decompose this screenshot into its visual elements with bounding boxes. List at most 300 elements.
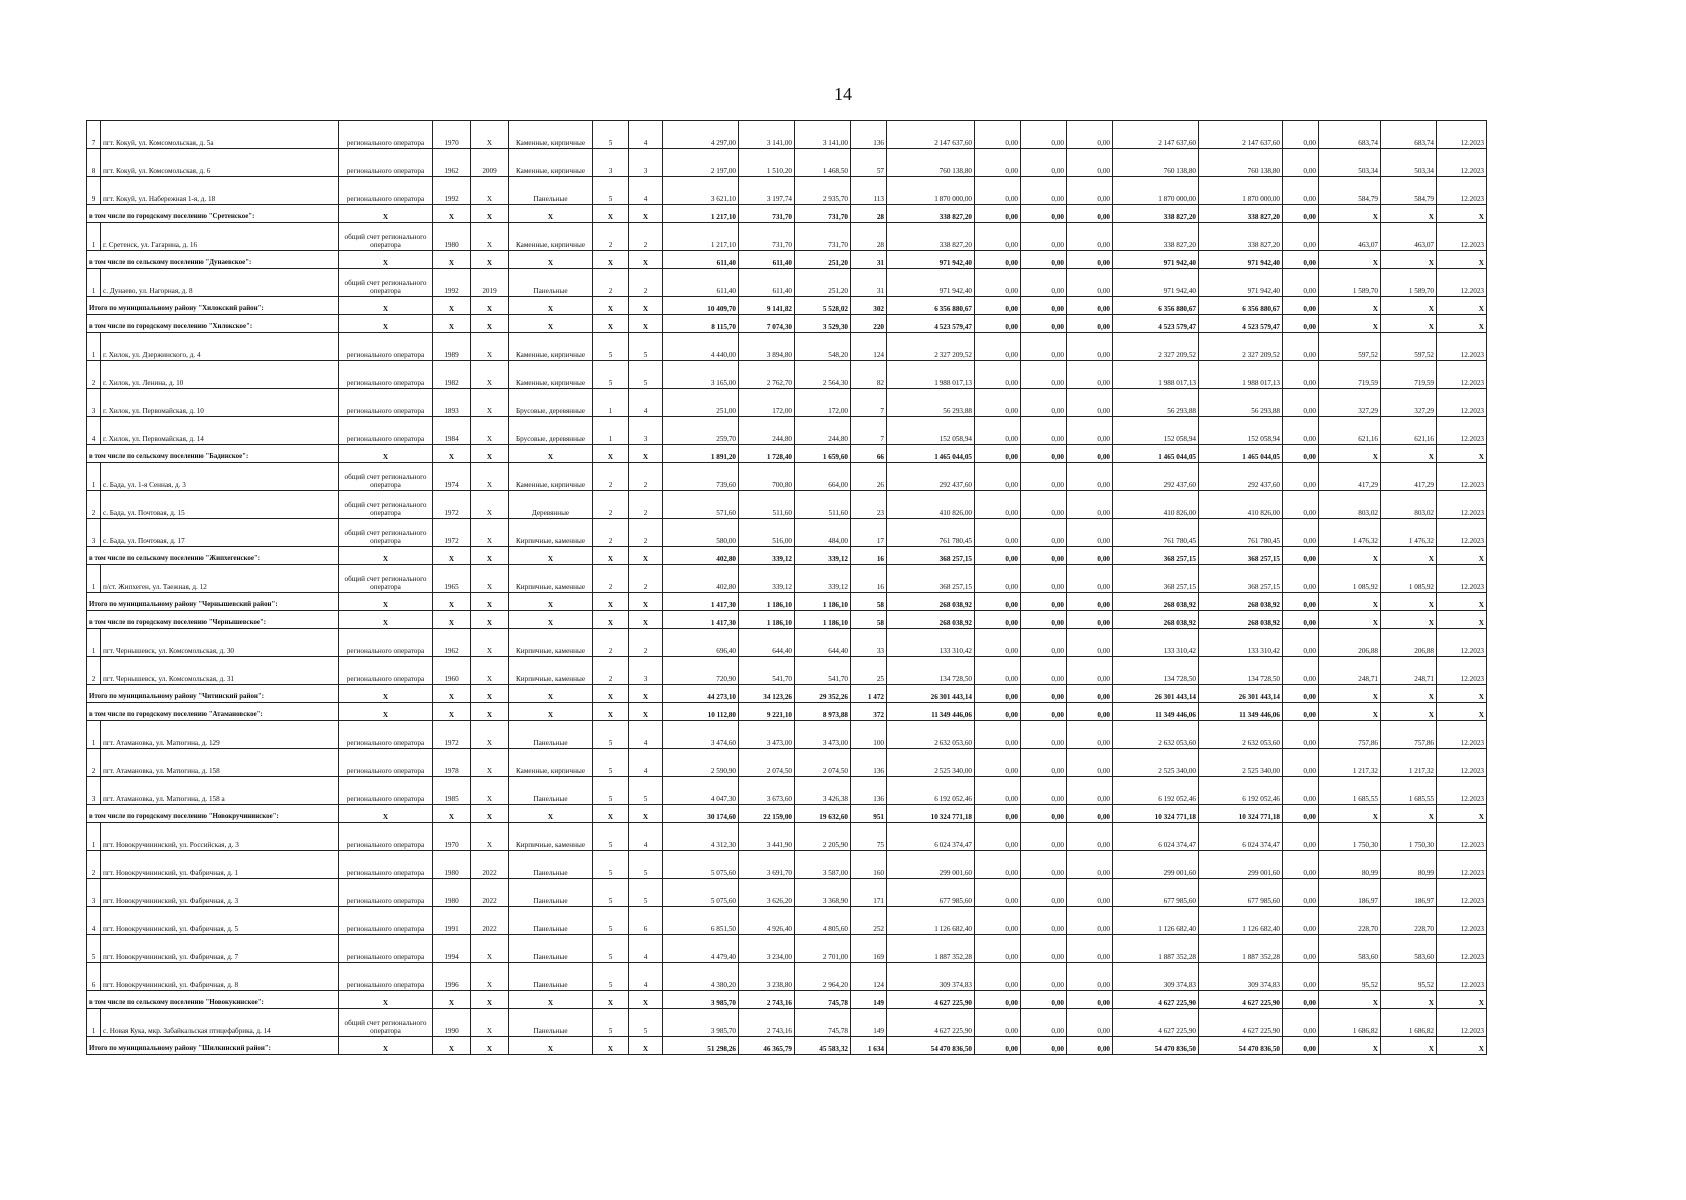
fed-cell: 0,00 [975,703,1021,721]
commission-year-cell: 1985 [433,777,471,805]
operator-funds-cell: 6 192 052,46 [1199,777,1283,805]
owners-funds-cell: 2 147 637,60 [1113,121,1199,149]
floors-cell: 5 [593,177,629,205]
address-cell: пгт. Кокуй, ул. Комсомольская, д. 5а [101,121,339,149]
limit-cost-cell: 503,34 [1381,149,1437,177]
deadline-cell: 12.2023 [1437,629,1487,657]
wall-material-cell: Панельные [509,1009,593,1037]
row-number: 2 [87,851,101,879]
limit-cost-cell: 248,71 [1381,657,1437,685]
x-mark: Х [433,593,471,611]
row-number: 3 [87,879,101,907]
operator-funds-cell: 338 827,20 [1199,223,1283,251]
local-budget-cell: 0,00 [1067,177,1113,205]
address-cell: г. Сретенск, ул. Гагарина, д. 16 [101,223,339,251]
total-cost-cell: 292 437,60 [887,463,975,491]
deadline-cell: 12.2023 [1437,565,1487,593]
regional-budget-cell: 0,00 [1021,463,1067,491]
floors-cell: 5 [593,777,629,805]
limit-cost-cell: 327,29 [1381,389,1437,417]
owners-cell: 54 470 836,50 [1113,1037,1199,1055]
row-number: 4 [87,417,101,445]
federal-budget-cell: 0,00 [975,777,1021,805]
owners-funds-cell: 338 827,20 [1113,223,1199,251]
commission-year-cell: 1989 [433,333,471,361]
area-rooms-cell: 1 728,40 [739,445,795,463]
residents-cell: 951 [851,805,887,823]
table-row [87,907,1487,935]
subtotal-row [87,251,1487,269]
unit-cost-cell: 803,02 [1319,491,1381,519]
x-mark: Х [593,547,629,565]
residents-cell: 136 [851,749,887,777]
commission-year-cell: 1996 [433,963,471,991]
total-cost-cell: 2 525 340,00 [887,749,975,777]
regional-budget-cell: 0,00 [1021,177,1067,205]
regional-budget-cell: 0,00 [1021,491,1067,519]
table-row [87,519,1487,547]
residents-cell: 26 [851,463,887,491]
x-mark: Х [629,685,663,703]
area-total-cell: 1 417,30 [663,593,739,611]
x-mark: Х [433,547,471,565]
regional-cell: 0,00 [1021,611,1067,629]
x-mark: Х [629,251,663,269]
x-mark: Х [1319,205,1381,223]
cost-total-cell: 26 301 443,14 [887,685,975,703]
x-mark: Х [433,445,471,463]
x-mark: Х [509,547,593,565]
residents-cell: 57 [851,149,887,177]
x-mark: Х [339,611,433,629]
deadline-cell: 12.2023 [1437,491,1487,519]
total-area-cell: 4 047,30 [663,777,739,805]
federal-budget-cell: 0,00 [975,851,1021,879]
unit-cost-cell: 1 685,55 [1319,777,1381,805]
unit-cost-cell: 584,79 [1319,177,1381,205]
regional-budget-cell: 0,00 [1021,777,1067,805]
other-funds-cell: 0,00 [1283,1009,1319,1037]
row-number: 1 [87,565,101,593]
other-funds-cell: 0,00 [1283,463,1319,491]
entrances-cell: 2 [629,269,663,297]
area-living-cell: 8 973,88 [795,703,851,721]
x-mark: Х [1381,297,1437,315]
regional-budget-cell: 0,00 [1021,519,1067,547]
x-mark: Х [1381,611,1437,629]
total-area-cell: 6 851,50 [663,907,739,935]
local-cell: 0,00 [1067,991,1113,1009]
limit-cost-cell: 803,02 [1381,491,1437,519]
wall-material-cell: Панельные [509,907,593,935]
commission-year-cell: 1990 [433,1009,471,1037]
limit-cost-cell: 206,88 [1381,629,1437,657]
federal-budget-cell: 0,00 [975,417,1021,445]
entrances-cell: 5 [629,851,663,879]
entrances-cell: 4 [629,749,663,777]
fund-method-cell: регионального оператора [339,935,433,963]
limit-cost-cell: 95,52 [1381,963,1437,991]
fund-method-cell: регионального оператора [339,333,433,361]
limit-cost-cell: 228,70 [1381,907,1437,935]
limit-cost-cell: 597,52 [1381,333,1437,361]
wall-material-cell: Каменные, кирпичные [509,333,593,361]
residents-cell: 7 [851,389,887,417]
operator-funds-cell: 677 985,60 [1199,879,1283,907]
row-number: 1 [87,223,101,251]
address-cell: пгт. Новокручининский, ул. Фабричная, д. 1 [101,851,339,879]
area-total-cell: 44 273,10 [663,685,739,703]
x-mark: Х [1319,685,1381,703]
residents-cell: 28 [851,205,887,223]
rooms-area-cell: 516,00 [739,519,795,547]
wall-material-cell: Панельные [509,777,593,805]
owners-funds-cell: 152 058,94 [1113,417,1199,445]
total-cost-cell: 6 192 052,46 [887,777,975,805]
other-funds-cell: 0,00 [1283,491,1319,519]
owners-funds-cell: 2 525 340,00 [1113,749,1199,777]
unit-cost-cell: 1 476,32 [1319,519,1381,547]
federal-budget-cell: 0,00 [975,519,1021,547]
federal-budget-cell: 0,00 [975,177,1021,205]
total-area-cell: 259,70 [663,417,739,445]
residents-cell: 149 [851,1009,887,1037]
total-area-cell: 2 197,00 [663,149,739,177]
repair-year-cell: 2022 [471,851,509,879]
fed-cell: 0,00 [975,445,1021,463]
living-area-cell: 3 587,00 [795,851,851,879]
residents-cell: 171 [851,879,887,907]
area-rooms-cell: 2 743,16 [739,991,795,1009]
entrances-cell: 4 [629,721,663,749]
rooms-area-cell: 700,80 [739,463,795,491]
floors-cell: 5 [593,851,629,879]
area-rooms-cell: 1 186,10 [739,611,795,629]
area-total-cell: 1 417,30 [663,611,739,629]
repair-year-cell: Х [471,389,509,417]
fed-cell: 0,00 [975,251,1021,269]
federal-budget-cell: 0,00 [975,963,1021,991]
regional-cell: 0,00 [1021,1037,1067,1055]
operator-funds-cell: 152 058,94 [1199,417,1283,445]
x-mark: Х [1319,315,1381,333]
total-cost-cell: 1 870 000,00 [887,177,975,205]
subtotal-label: в том числе по городскому поселению "Хилокское": [87,315,339,333]
limit-cost-cell: 463,07 [1381,223,1437,251]
regional-budget-cell: 0,00 [1021,629,1067,657]
cost-total-cell: 6 356 880,67 [887,297,975,315]
x-mark: Х [471,703,509,721]
floors-cell: 2 [593,491,629,519]
entrances-cell: 2 [629,463,663,491]
table-row [87,333,1487,361]
total-area-cell: 611,40 [663,269,739,297]
local-budget-cell: 0,00 [1067,519,1113,547]
repair-year-cell: Х [471,177,509,205]
owners-funds-cell: 760 138,80 [1113,149,1199,177]
limit-cost-cell: 683,74 [1381,121,1437,149]
cost-total-cell: 1 465 044,05 [887,445,975,463]
entrances-cell: 3 [629,149,663,177]
x-mark: Х [1319,991,1381,1009]
rooms-area-cell: 3 441,90 [739,823,795,851]
unit-cost-cell: 683,74 [1319,121,1381,149]
floors-cell: 2 [593,223,629,251]
local-cell: 0,00 [1067,685,1113,703]
fed-cell: 0,00 [975,685,1021,703]
x-mark: Х [629,1037,663,1055]
x-mark: Х [1381,685,1437,703]
other-cell: 0,00 [1283,205,1319,223]
fund-method-cell: регионального оператора [339,749,433,777]
total-cost-cell: 133 310,42 [887,629,975,657]
deadline-cell: 12.2023 [1437,149,1487,177]
commission-year-cell: 1972 [433,519,471,547]
local-budget-cell: 0,00 [1067,851,1113,879]
x-mark: Х [1381,445,1437,463]
floors-cell: 5 [593,1009,629,1037]
repair-year-cell: Х [471,361,509,389]
regional-budget-cell: 0,00 [1021,879,1067,907]
federal-budget-cell: 0,00 [975,749,1021,777]
local-budget-cell: 0,00 [1067,121,1113,149]
limit-cost-cell: 1 476,32 [1381,519,1437,547]
area-rooms-cell: 9 141,82 [739,297,795,315]
total-cost-cell: 56 293,88 [887,389,975,417]
floors-cell: 2 [593,463,629,491]
floors-cell: 5 [593,879,629,907]
fed-cell: 0,00 [975,315,1021,333]
total-area-cell: 1 217,10 [663,223,739,251]
x-mark: Х [471,991,509,1009]
owners-funds-cell: 1 126 682,40 [1113,907,1199,935]
residents-cell: 372 [851,703,887,721]
living-area-cell: 731,70 [795,223,851,251]
rooms-area-cell: 511,60 [739,491,795,519]
other-cell: 0,00 [1283,685,1319,703]
area-living-cell: 3 529,30 [795,315,851,333]
owners-funds-cell: 971 942,40 [1113,269,1199,297]
subtotal-row [87,1037,1487,1055]
wall-material-cell: Каменные, кирпичные [509,149,593,177]
total-cost-cell: 761 780,45 [887,519,975,547]
row-number: 1 [87,269,101,297]
x-mark: Х [629,547,663,565]
area-total-cell: 3 985,70 [663,991,739,1009]
row-number: 2 [87,657,101,685]
area-living-cell: 45 583,32 [795,1037,851,1055]
deadline-cell: 12.2023 [1437,121,1487,149]
fund-method-cell: регионального оператора [339,361,433,389]
regional-budget-cell: 0,00 [1021,823,1067,851]
living-area-cell: 2 074,50 [795,749,851,777]
x-mark: Х [593,805,629,823]
address-cell: с. Бада, ул. 1-я Сенная, д. 3 [101,463,339,491]
residents-cell: 33 [851,629,887,657]
cost-total-cell: 10 324 771,18 [887,805,975,823]
owners-funds-cell: 299 001,60 [1113,851,1199,879]
federal-budget-cell: 0,00 [975,629,1021,657]
table-row [87,963,1487,991]
owners-cell: 10 324 771,18 [1113,805,1199,823]
residents-cell: 66 [851,445,887,463]
repair-year-cell: Х [471,963,509,991]
repair-year-cell: Х [471,749,509,777]
commission-year-cell: 1962 [433,149,471,177]
subtotal-row [87,805,1487,823]
other-funds-cell: 0,00 [1283,657,1319,685]
other-funds-cell: 0,00 [1283,121,1319,149]
address-cell: пгт. Атамановка, ул. Матюгина, д. 158 а [101,777,339,805]
area-total-cell: 1 891,20 [663,445,739,463]
local-budget-cell: 0,00 [1067,629,1113,657]
unit-cost-cell: 1 217,32 [1319,749,1381,777]
other-funds-cell: 0,00 [1283,417,1319,445]
floors-cell: 5 [593,721,629,749]
local-budget-cell: 0,00 [1067,149,1113,177]
owners-funds-cell: 368 257,15 [1113,565,1199,593]
other-cell: 0,00 [1283,315,1319,333]
owners-funds-cell: 761 780,45 [1113,519,1199,547]
subtotal-row [87,547,1487,565]
area-total-cell: 51 298,26 [663,1037,739,1055]
owners-cell: 1 465 044,05 [1113,445,1199,463]
x-mark: Х [509,805,593,823]
unit-cost-cell: 583,60 [1319,935,1381,963]
operator-funds-cell: 309 374,83 [1199,963,1283,991]
regional-budget-cell: 0,00 [1021,935,1067,963]
area-rooms-cell: 9 221,10 [739,703,795,721]
local-cell: 0,00 [1067,805,1113,823]
owners-funds-cell: 1 870 000,00 [1113,177,1199,205]
commission-year-cell: 1972 [433,491,471,519]
unit-cost-cell: 206,88 [1319,629,1381,657]
federal-budget-cell: 0,00 [975,463,1021,491]
subtotal-label: в том числе по сельскому поселению "Дунаевское": [87,251,339,269]
cost-total-cell: 268 038,92 [887,611,975,629]
residents-cell: 302 [851,297,887,315]
other-funds-cell: 0,00 [1283,389,1319,417]
x-mark: Х [1437,445,1487,463]
living-area-cell: 745,78 [795,1009,851,1037]
x-mark: Х [339,205,433,223]
x-mark: Х [1437,685,1487,703]
unit-cost-cell: 1 750,30 [1319,823,1381,851]
wall-material-cell: Панельные [509,851,593,879]
entrances-cell: 4 [629,823,663,851]
x-mark: Х [433,703,471,721]
fed-cell: 0,00 [975,1037,1021,1055]
regional-budget-cell: 0,00 [1021,389,1067,417]
living-area-cell: 244,80 [795,417,851,445]
subtotal-row [87,297,1487,315]
wall-material-cell: Панельные [509,721,593,749]
floors-cell: 5 [593,121,629,149]
x-mark: Х [1437,703,1487,721]
table-row [87,121,1487,149]
x-mark: Х [339,1037,433,1055]
owners-funds-cell: 292 437,60 [1113,463,1199,491]
regional-budget-cell: 0,00 [1021,149,1067,177]
commission-year-cell: 1972 [433,721,471,749]
deadline-cell: 12.2023 [1437,519,1487,547]
other-funds-cell: 0,00 [1283,879,1319,907]
owners-cell: 11 349 446,06 [1113,703,1199,721]
area-total-cell: 30 174,60 [663,805,739,823]
operator-funds-cell: 971 942,40 [1199,269,1283,297]
rooms-area-cell: 3 197,74 [739,177,795,205]
rooms-area-cell: 541,70 [739,657,795,685]
row-number: 2 [87,491,101,519]
local-budget-cell: 0,00 [1067,963,1113,991]
rooms-area-cell: 172,00 [739,389,795,417]
unit-cost-cell: 621,16 [1319,417,1381,445]
total-area-cell: 3 165,00 [663,361,739,389]
subtotal-label: в том числе по сельскому поселению "Жипхегенское": [87,547,339,565]
fund-method-cell: регионального оператора [339,389,433,417]
floors-cell: 5 [593,963,629,991]
wall-material-cell: Панельные [509,177,593,205]
entrances-cell: 3 [629,657,663,685]
commission-year-cell: 1974 [433,463,471,491]
local-budget-cell: 0,00 [1067,361,1113,389]
operator-funds-cell: 133 310,42 [1199,629,1283,657]
x-mark: Х [1381,251,1437,269]
area-total-cell: 402,80 [663,547,739,565]
limit-cost-cell: 186,97 [1381,879,1437,907]
owners-cell: 268 038,92 [1113,611,1199,629]
x-mark: Х [593,611,629,629]
rooms-area-cell: 2 074,50 [739,749,795,777]
floors-cell: 1 [593,389,629,417]
commission-year-cell: 1970 [433,121,471,149]
row-number: 2 [87,749,101,777]
x-mark: Х [339,805,433,823]
x-mark: Х [509,445,593,463]
operator-cell: 971 942,40 [1199,251,1283,269]
owners-cell: 6 356 880,67 [1113,297,1199,315]
repair-year-cell: 2009 [471,149,509,177]
local-budget-cell: 0,00 [1067,491,1113,519]
local-cell: 0,00 [1067,611,1113,629]
entrances-cell: 5 [629,777,663,805]
other-cell: 0,00 [1283,991,1319,1009]
x-mark: Х [471,445,509,463]
deadline-cell: 12.2023 [1437,963,1487,991]
x-mark: Х [433,991,471,1009]
x-mark: Х [509,593,593,611]
total-cost-cell: 338 827,20 [887,223,975,251]
local-cell: 0,00 [1067,547,1113,565]
wall-material-cell: Каменные, кирпичные [509,121,593,149]
rooms-area-cell: 4 926,40 [739,907,795,935]
limit-cost-cell: 757,86 [1381,721,1437,749]
subtotal-row [87,991,1487,1009]
x-mark: Х [339,547,433,565]
cost-total-cell: 4 627 225,90 [887,991,975,1009]
unit-cost-cell: 186,97 [1319,879,1381,907]
wall-material-cell: Кирпичные, каменные [509,565,593,593]
regional-budget-cell: 0,00 [1021,417,1067,445]
x-mark: Х [471,611,509,629]
rooms-area-cell: 2 743,16 [739,1009,795,1037]
total-cost-cell: 309 374,83 [887,963,975,991]
x-mark: Х [629,205,663,223]
address-cell: г. Хилок, ул. Дзержинского, д. 4 [101,333,339,361]
operator-funds-cell: 1 870 000,00 [1199,177,1283,205]
deadline-cell: 12.2023 [1437,269,1487,297]
subtotal-row [87,593,1487,611]
